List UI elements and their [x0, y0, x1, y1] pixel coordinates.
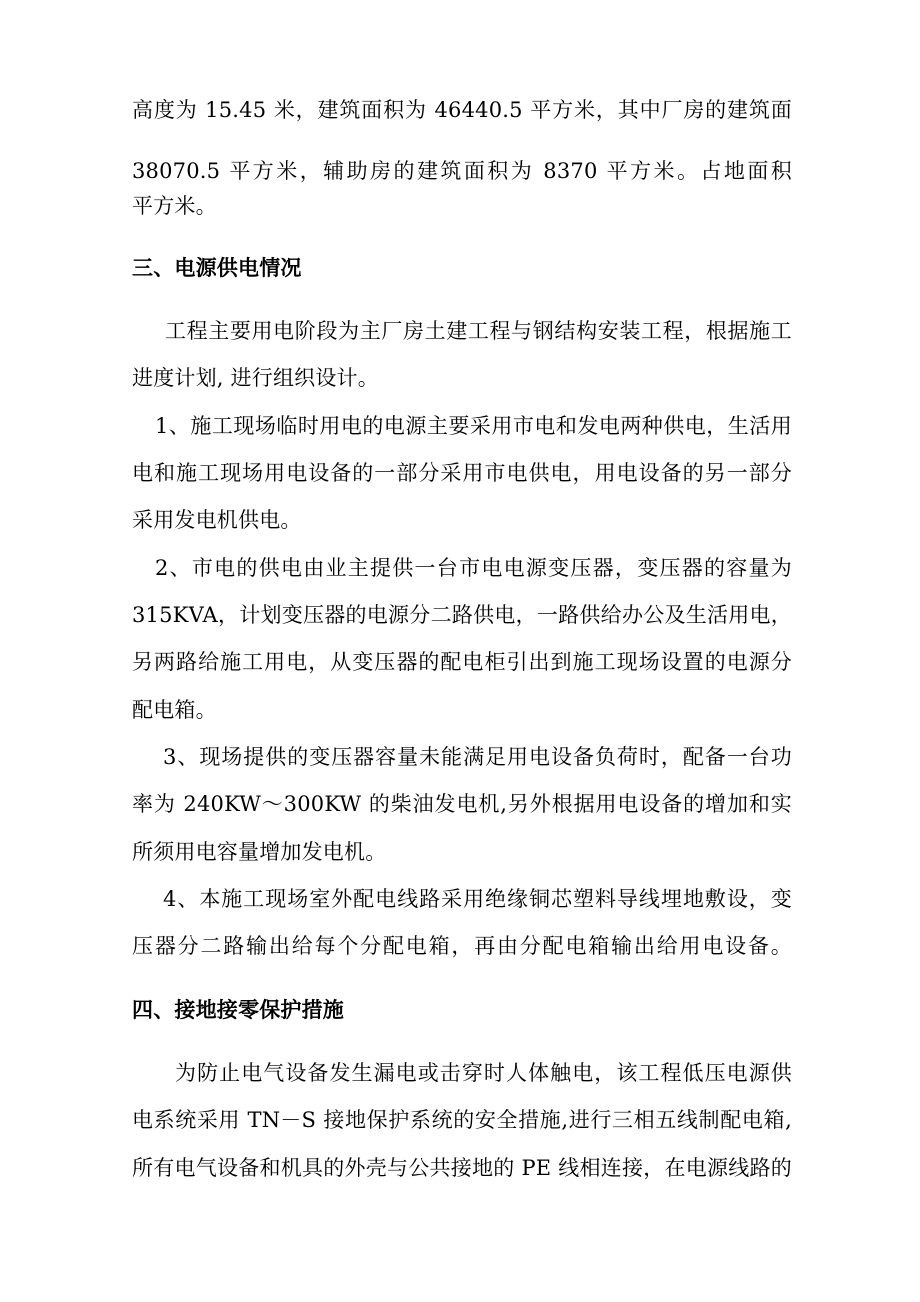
item-2-line-3: 另两路给施工用电，从变压器的配电柜引出到施工现场设置的电源分 [132, 650, 792, 674]
item-3-line-3: 所须用电容量增加发电机。 [132, 840, 387, 864]
item-1-line-2: 电和施工现场用电设备的一部分采用市电供电，用电设备的另一部分 [132, 461, 792, 485]
item-2-line-1: 2、市电的供电由业主提供一台市电电源变压器，变压器的容量为 [155, 556, 792, 580]
item-2-line-2: 315KVA，计划变压器的电源分二路供电，一路供给办公及生活用电， [132, 603, 792, 627]
section-3-heading: 三、电源供电情况 [132, 256, 302, 280]
section-4-para-line-3: 所有电气设备和机具的外壳与公共接地的 PE 线相连接，在电源线路的 [132, 1156, 792, 1180]
item-3-line-2: 率为 240KW～300KW 的柴油发电机,另外根据用电设备的增加和实 [132, 792, 792, 816]
item-4-line-2: 压器分二路输出给每个分配电箱，再由分配电箱输出给用电设备。 [132, 934, 792, 958]
section-4-heading: 四、接地接零保护措施 [132, 998, 344, 1022]
item-4-line-1: 4、本施工现场室外配电线路采用绝缘铜芯塑料导线埋地敷设，变 [163, 887, 792, 911]
section-3-para-line-2: 进度计划, 进行组织设计。 [132, 366, 379, 390]
item-2-line-4: 配电箱。 [132, 698, 217, 722]
section-4-para-line-2: 电系统采用 TN－S 接地保护系统的安全措施,进行三相五线制配电箱, [132, 1108, 792, 1132]
section-3-para-line-1: 工程主要用电阶段为主厂房土建工程与钢结构安装工程，根据施工 [165, 319, 792, 343]
section-4-para-line-1: 为防止电气设备发生漏电或击穿时人体触电，该工程低压电源供 [175, 1061, 792, 1085]
intro-line-2: 38070.5 平方米，辅助房的建筑面积为 8370 平方米。占地面积 [132, 159, 792, 183]
item-1-line-3: 采用发电机供电。 [132, 508, 302, 532]
intro-line-3: 平方米。 [132, 194, 217, 218]
item-3-line-1: 3、现场提供的变压器容量未能满足用电设备负荷时，配备一台功 [163, 745, 792, 769]
intro-line-1: 高度为 15.45 米，建筑面积为 46440.5 平方米，其中厂房的建筑面 [132, 98, 792, 122]
item-1-line-1: 1、施工现场临时用电的电源主要采用市电和发电两种供电，生活用 [155, 414, 792, 438]
